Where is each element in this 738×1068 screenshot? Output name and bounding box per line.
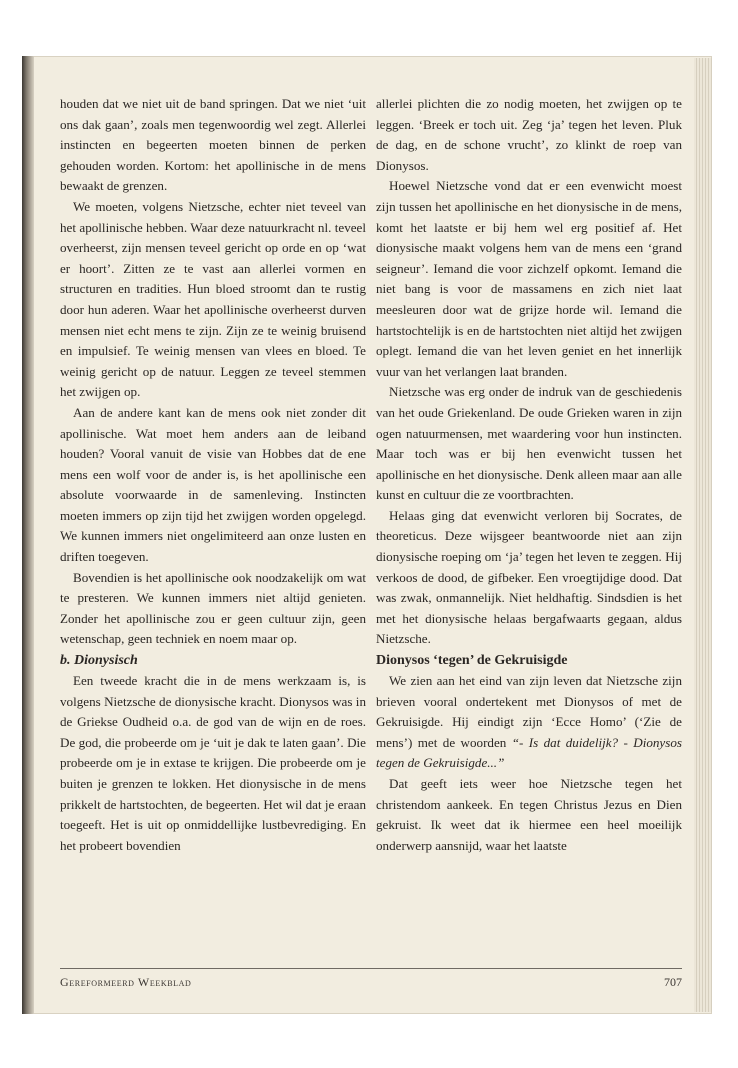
paragraph: Aan de andere kant kan de mens ook niet zonder dit apollinische. Wat moet hem anders aan de leiband houden? Vooral vanuit de visie van Hobbes dat de ene mens een wolf voor de ander is, is het apollinische een absolute voorwaarde in de samenleving. Instincten moeten immers op zijn tijd het zwijgen worden opgelegd. We kunnen immers niet ongelimiteerd aan onze lusten en driften toegeven. <box>60 404 366 565</box>
paragraph: Nietzsche was erg onder de indruk van de geschiedenis van het oude Griekenland. De oude Grieken waren in zijn ogen natuurmensen, met waardering voor hun instincten. Maar toch was er bij hen evenwicht tussen het apollinische en het dionysische. Denk alleen maar aan alle kunst en cultuur die ze voortbrachten. <box>376 384 682 503</box>
section-heading: Dionysos ‘tegen’ de Gekruisigde <box>376 653 568 669</box>
paragraph: Een tweede kracht die in de mens werkzaam is, is volgens Nietzsche de dionysische kracht. Dionysos was in de Griekse Oudheid o.a. de god van de wijn en de roes. De god, die probeerde om je ‘uit je dak te laten gaan’. Die probeerde om je in extase te krijgen. Die probeerde om je buiten je grenzen te lokken. Het dionysische in de mens prikkelt de hartstochten, de begeerten. Het wil dat je eraan toegeeft. Het is uit op onmiddellijke lustbevrediging. En het probeert bovendien <box>60 673 366 853</box>
paragraph: allerlei plichten die zo nodig moeten, het zwijgen op te leggen. ‘Breek er toch uit. Zeg ‘ja’ tegen het leven. Pluk de dag, en de schone vrucht’, zo klinkt de roep van Dionysos. <box>376 96 682 173</box>
paragraph: Hoewel Nietzsche vond dat er een evenwicht moest zijn tussen het apollinische en het dionysische in de mens, komt het laatste er bij hem wel erg positief af. Het dionysische maakt volgens hem van de mens een ‘grand seigneur’. Iemand die voor zichzelf opkomt. Iemand die niet bang is voor de massamens en zich niet laat meesleuren door wat de grijze horde wil. Iemand die hartstochtelijk is en de hartstochten niet altijd het zwijgen oplegt. Iemand die van het leven geniet en het innerlijk vuur van het verlangen laat branden. <box>376 178 682 379</box>
publication-name: Gereformeerd Weekblad <box>60 975 192 989</box>
paragraph: We moeten, volgens Nietzsche, echter niet teveel van het apollinische hebben. Waar deze natuurkracht nl. teveel overheerst, zijn mensen teveel gericht op orde en op ‘wat er hoort’. Zitten ze te vast aan allerlei vormen en structuren en tradities. Hun bloed stroomt dan te rustig door hun aderen. Waar het apollinische overheerst durven mensen niet echt mens te zijn. Zijn ze te weinig bruisend en impulsief. Te weinig mensen van vlees en bloed. Te weinig gericht op de natuur. Leggen ze teveel stemmen het zwijgen op. <box>60 198 366 400</box>
paragraph <box>376 671 682 774</box>
left-column <box>60 94 366 856</box>
section-heading: b. Dionysisch <box>60 653 138 669</box>
paragraph: Helaas ging dat evenwicht verloren bij Socrates, de theoreticus. Deze wijsgeer beantwoorde niet aan zijn dionysische roeping om ‘ja’ tegen het leven te zeggen. Hij verkoos de dood, de gifbeker. Een vroegtijdige dood. Dat was zwak, onmannelijk. Niet heldhaftig. Sindsdien is het met het dionysische helaas bergafwaarts gegaan, aldus Nietzsche. <box>376 507 682 647</box>
footer-rule <box>60 968 682 969</box>
paragraph-text: We zien aan het eind van zijn leven dat Nietzsche zijn brieven vooral ondertekent met Dionysos of met de Gekruisigde. Hij eindigt zijn ‘Ecce Homo’ (‘Zie de mens’) met de woorden <box>376 673 682 750</box>
paragraph: houden dat we niet uit de band springen. Dat we niet ‘uit ons dak gaan’, zoals men tegenwoordig wel zegt. Allerlei instincten en begeerten moeten binnen de perken gehouden worden. Kortom: het apollinische in de mens bewaakt de grenzen. <box>60 96 366 194</box>
book-spine-shadow <box>22 56 34 1014</box>
page-edges <box>694 58 712 1012</box>
paragraph: Bovendien is het apollinische ook noodzakelijk om wat te presteren. We kunnen immers niet altijd genieten. Zonder het apollinische zou er geen cultuur zijn, geen wetenschap, geen techniek en noem maar op. <box>60 569 366 647</box>
right-column <box>376 94 682 856</box>
paragraph: Dat geeft iets weer hoe Nietzsche tegen het christendom aankeek. En tegen Christus Jezus en Dien gekruist. Ik weet dat ik hiermee een heel moeilijk onderwerp aansnijd, waar het laatste <box>376 776 682 853</box>
page-number: 707 <box>664 975 682 989</box>
quote: “- Is dat duidelijk? - Dionysos tegen de Gekruisigde...” <box>376 734 682 771</box>
